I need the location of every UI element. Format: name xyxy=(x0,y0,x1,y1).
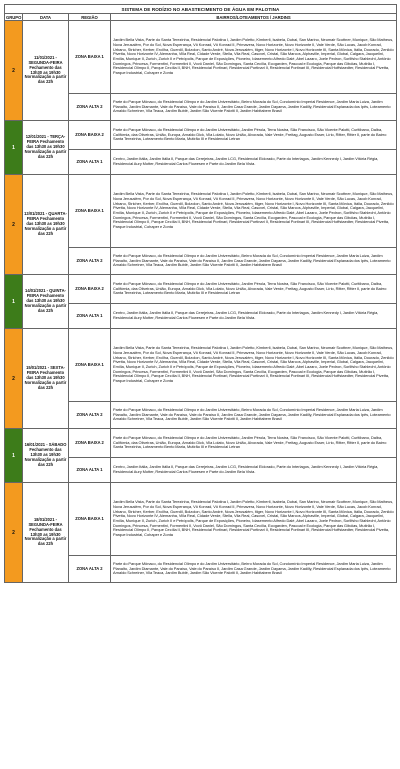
region-cell: ZONA ALTA 1 xyxy=(69,304,111,329)
schedule-table xyxy=(4,4,397,583)
date-cell: 14/01/2021 - QUINTA-FEIRA Fechamento das 13h30 as 19h30 Normalização a partir das 22h xyxy=(23,275,69,329)
header-date: DATA xyxy=(23,14,69,21)
schedule-body xyxy=(5,21,397,583)
group-cell: 1 xyxy=(5,275,23,329)
group-cell: 2 xyxy=(5,483,23,583)
region-cell: ZONA BAIXA 1 xyxy=(69,175,111,248)
neighborhoods-cell: Parte do Parque Mônaco, do Residencial Olimpo e do Jardim Universitário, Jardim Pérola, Terra Nostra, São Francisco, São Vicente Palotti, Curitibano, Dalba, Califórnia, das Oliveiras, União, Europa, Arnaldo Dick, Vila Lolato, Novo União, Alvorada, Vale Verde, Freitag, Augusto Esser, Lírio, Ritter, Ritter II, parte do Bairro Santa Terezinha, Loteamento Bento Maria, Mutirão III e Residencial Letran xyxy=(111,429,397,458)
neighborhoods-cell: Jardim Bella Vista, Parte do Santa Terezinha, Residencial Palotina I, Jardim Poletto, Kimberli, Isabela, Dubai, San Marino, Neumair Scottner, Munique, São Matheus, Nova Jerusalém, Por do Sol, Nova Esperança, Vô Konrad, Vô Konrad II, Primavera, Novo Horizonte, Novo Horizonte II, Vale Verde, São Lucas, Jacob Konrad, Urbano, Stricher, Kerber, Ercilha, Guerdil, Bolzolon, Santo André, Nova Jerusalém, Itiger, Novo Horizonte I, Novo Horizonte III, Santa Mônica, Itália, Dourado, Zenildo Pivetta, Novo Horizonte IV, Alemanha, Villa Real, Cidade Verde, Stella, Vila Real, Cascvel, Cristal, São Marcos, Alphaville, Imperial, Global, Calgara, Jacquelini, Emília, Munique II, Zurich, Zurich II e Petrópolis, Parque de Exposições, Pioneiro, Idasemento Alfredo Dalé, Abel Lazaro, Joele Pedron, Sorllfsho Stahlecht, Antônio Domingos, Princesa, Formentini, Formentini II, Vovô Daniel, São Domingos, Santa Cecília, Ecogarden, Pascoal e Ecologia, Parque das Gibóias, Mutirão I, Residencial Olimpo II, Parque Cecília II, BNH, Residencial Portinari, Residencial Portinari II, Residencial Portinari III, Residencial Hoffstaedter, Residencial Pivetta, Parque Industrial, Cohaper e Zonta xyxy=(111,175,397,248)
date-cell: 15/01/2021 - SEXTA-FEIRA Fechamento das 13h30 as 19h30 Normalização a partir das 22h xyxy=(23,329,69,429)
region-cell: ZONA BAIXA 2 xyxy=(69,275,111,304)
neighborhoods-cell: Parte do Parque Mônaco, do Residencial Olimpo e do Jardim Universitário, Beirro Morada do Sol, Condomínio Imperial Residence, Jardim Maria Luiza, Jardim Planalto, Jardim Diamante, Vale do Paraíso, Vale do Paraíso II, Jardim Casa Grande, Jardim Dayama, Jardim Kadilly, Residencial Esplanada dos Ipês, Loteamento Arnaldo Schreiner, Vila Teaca, Jardim Bublé, Jardim São Vicente Palotti II, Jardim Habitabem Brasil xyxy=(111,402,397,429)
neighborhoods-cell: Centro, Jardim Itália, Jardim Itália II, Parque das Cerejeiras, Jardim LCG, Residencial Eldorado, Parte do Interlagos, Jardim Kennedy I, Jardim Vitória Régia, Residencial Aury Motter, Residencial Carlos Flowesen e Parte do Jardim Bela Vista. xyxy=(111,458,397,483)
table-row xyxy=(5,21,397,94)
group-cell: 2 xyxy=(5,175,23,275)
region-cell: ZONA BAIXA 1 xyxy=(69,483,111,556)
neighborhoods-cell: Jardim Bella Vista, Parte do Santa Terezinha, Residencial Palotina I, Jardim Poletto, Kimberli, Isabela, Dubai, San Marino, Neumair Scottner, Munique, São Matheus, Nova Jerusalém, Por do Sol, Nova Esperança, Vô Konrad, Vô Konrad II, Primavera, Novo Horizonte, Novo Horizonte II, Vale Verde, São Lucas, Jacob Konrad, Urbano, Stricher, Kerber, Ercilha, Guerdil, Bolzolon, Santo André, Nova Jerusalém, Itiger, Novo Horizonte I, Novo Horizonte III, Santa Mônica, Itália, Dourado, Zenildo Pivetta, Novo Horizonte IV, Alemanha, Villa Real, Cidade Verde, Stella, Vila Real, Cascvel, Cristal, São Marcos, Alphaville, Imperial, Global, Calgara, Jacquelini, Emília, Munique II, Zurich, Zurich II e Petrópolis, Parque de Exposições, Pioneiro, Idasemento Alfredo Dalé, Abel Lazaro, Joele Pedron, Sorllfsho Stahlecht, Antônio Domingos, Princesa, Formentini, Formentini II, Vovô Daniel, São Domingos, Santa Cecília, Ecogarden, Pascoal e Ecologia, Parque das Gibóias, Mutirão I, Residencial Olimpo II, Parque Cecília II, BNH, Residencial Portinari, Residencial Portinari II, Residencial Portinari III, Residencial Hoffstaedter, Residencial Pivetta, Parque Industrial, Cohaper e Zonta xyxy=(111,483,397,556)
table-row xyxy=(5,329,397,402)
document-title: SISTEMA DE RODÍZIO NO ABASTECIMENTO DE ÁGUA EM PALOTINA xyxy=(5,5,397,14)
region-cell: ZONA ALTA 1 xyxy=(69,150,111,175)
region-cell: ZONA ALTA 1 xyxy=(69,458,111,483)
neighborhoods-cell: Jardim Bella Vista, Parte do Santa Terezinha, Residencial Palotina I, Jardim Poletto, Kimberli, Isabela, Dubai, San Marino, Neumair Scottner, Munique, São Matheus, Nova Jerusalém, Por do Sol, Nova Esperança, Vô Konrad, Vô Konrad II, Primavera, Novo Horizonte, Novo Horizonte II, Vale Verde, São Lucas, Jacob Konrad, Urbano, Stricher, Kerber, Ercilha, Guerdil, Bolzolon, Santo André, Nova Jerusalém, Itiger, Novo Horizonte I, Novo Horizonte III, Santa Mônica, Itália, Dourado, Zenildo Pivetta, Novo Horizonte IV, Alemanha, Villa Real, Cidade Verde, Stella, Vila Real, Cascvel, Cristal, São Marcos, Alphaville, Imperial, Global, Calgara, Jacquelini, Emília, Munique II, Zurich, Zurich II e Petrópolis, Parque de Exposições, Pioneiro, Idasemento Alfredo Dalé, Abel Lazaro, Joele Pedron, Sorllfsho Stahlecht, Antônio Domingos, Princesa, Formentini, Formentini II, Vovô Daniel, São Domingos, Santa Cecília, Ecogarden, Pascoal e Ecologia, Parque das Gibóias, Mutirão I, Residencial Olimpo II, Parque Cecília II, BNH, Residencial Portinari, Residencial Portinari II, Residencial Portinari III, Residencial Hoffstaedter, Residencial Pivetta, Parque Industrial, Cohaper e Zonta xyxy=(111,21,397,94)
neighborhoods-cell: Parte do Parque Mônaco, do Residencial Olimpo e do Jardim Universitário, Jardim Pérola, Terra Nostra, São Francisco, São Vicente Palotti, Curitibano, Dalba, Califórnia, das Oliveiras, União, Europa, Arnaldo Dick, Vila Lolato, Novo União, Alvorada, Vale Verde, Freitag, Augusto Esser, Lírio, Ritter, Ritter II, parte do Bairro Santa Terezinha, Loteamento Bento Maria, Mutirão III e Residencial Letran xyxy=(111,275,397,304)
neighborhoods-cell: Parte do Parque Mônaco, do Residencial Olimpo e do Jardim Universitário, Beirro Morada do Sol, Condomínio Imperial Residence, Jardim Maria Luiza, Jardim Planalto, Jardim Diamante, Vale do Paraíso, Vale do Paraíso II, Jardim Casa Grande, Jardim Dayama, Jardim Kadilly, Residencial Esplanada dos Ipês, Loteamento Arnaldo Schreiner, Vila Teaca, Jardim Bublé, Jardim São Vicente Palotti II, Jardim Habitabem Brasil xyxy=(111,248,397,275)
neighborhoods-cell: Parte do Parque Mônaco, do Residencial Olimpo e do Jardim Universitário, Jardim Pérola, Terra Nostra, São Francisco, São Vicente Palotti, Curitibano, Dalba, Califórnia, das Oliveiras, União, Europa, Arnaldo Dick, Vila Lolato, Novo União, Alvorada, Vale Verde, Freitag, Augusto Esser, Lírio, Ritter, Ritter II, parte do Bairro Santa Terezinha, Loteamento Bento Maria, Mutirão III e Residencial Letran xyxy=(111,121,397,150)
group-cell: 1 xyxy=(5,121,23,175)
date-cell: 11/01/2021 - SEGUNDA-FEIRA Fechamento das 13h30 as 19h30 Normalização a partir das 22h xyxy=(23,21,69,121)
table-row xyxy=(5,275,397,304)
region-cell: ZONA BAIXA 2 xyxy=(69,121,111,150)
neighborhoods-cell: Jardim Bella Vista, Parte do Santa Terezinha, Residencial Palotina I, Jardim Poletto, Kimberli, Isabela, Dubai, San Marino, Neumair Scottner, Munique, São Matheus, Nova Jerusalém, Por do Sol, Nova Esperança, Vô Konrad, Vô Konrad II, Primavera, Novo Horizonte, Novo Horizonte II, Vale Verde, São Lucas, Jacob Konrad, Urbano, Stricher, Kerber, Ercilha, Guerdil, Bolzolon, Santo André, Nova Jerusalém, Itiger, Novo Horizonte I, Novo Horizonte III, Santa Mônica, Itália, Dourado, Zenildo Pivetta, Novo Horizonte IV, Alemanha, Villa Real, Cidade Verde, Stella, Vila Real, Cascvel, Cristal, São Marcos, Alphaville, Imperial, Global, Calgara, Jacquelini, Emília, Munique II, Zurich, Zurich II e Petrópolis, Parque de Exposições, Pioneiro, Idasemento Alfredo Dalé, Abel Lazaro, Joele Pedron, Sorllfsho Stahlecht, Antônio Domingos, Princesa, Formentini, Formentini II, Vovô Daniel, São Domingos, Santa Cecília, Ecogarden, Pascoal e Ecologia, Parque das Gibóias, Mutirão I, Residencial Olimpo II, Parque Cecília II, BNH, Residencial Portinari, Residencial Portinari II, Residencial Portinari III, Residencial Hoffstaedter, Residencial Pivetta, Parque Industrial, Cohaper e Zonta xyxy=(111,329,397,402)
neighborhoods-cell: Centro, Jardim Itália, Jardim Itália II, Parque das Cerejeiras, Jardim LCG, Residencial Eldorado, Parte do Interlagos, Jardim Kennedy I, Jardim Vitória Régia, Residencial Aury Motter, Residencial Carlos Flowesen e Parte do Jardim Bela Vista. xyxy=(111,304,397,329)
header-neighborhoods: BAIRROS/LOTEAMENTOS / JARDINS xyxy=(111,14,397,21)
date-cell: 18/01/2021 - SEGUNDA-FEIRA Fechamento das 13h30 as 19h30 Normalização a partir das 22h xyxy=(23,483,69,583)
group-cell: 1 xyxy=(5,429,23,483)
region-cell: ZONA BAIXA 2 xyxy=(69,429,111,458)
neighborhoods-cell: Centro, Jardim Itália, Jardim Itália II, Parque das Cerejeiras, Jardim LCG, Residencial Eldorado, Parte do Interlagos, Jardim Kennedy I, Jardim Vitória Régia, Residencial Aury Motter, Residencial Carlos Flowesen e Parte do Jardim Bela Vista. xyxy=(111,150,397,175)
group-cell: 2 xyxy=(5,329,23,429)
date-cell: 13/01/2021 - QUARTA-FEIRA Fechamento das 13h30 as 19h30 Normalização a partir das 22h xyxy=(23,175,69,275)
neighborhoods-cell: Parte do Parque Mônaco, do Residencial Olimpo e do Jardim Universitário, Beirro Morada do Sol, Condomínio Imperial Residence, Jardim Maria Luiza, Jardim Planalto, Jardim Diamante, Vale do Paraíso, Vale do Paraíso II, Jardim Casa Grande, Jardim Dayama, Jardim Kadilly, Residencial Esplanada dos Ipês, Loteamento Arnaldo Schreiner, Vila Teaca, Jardim Bublé, Jardim São Vicente Palotti II, Jardim Habitabem Brasil xyxy=(111,556,397,583)
region-cell: ZONA ALTA 2 xyxy=(69,94,111,121)
table-row xyxy=(5,429,397,458)
table-row xyxy=(5,483,397,556)
header-group: GRUPO xyxy=(6,14,22,20)
date-cell: 12/01/2021 - TERÇA-FEIRA Fechamento das 13h30 as 19h30 Normalização a partir das 22h xyxy=(23,121,69,175)
date-cell: 16/01/2021 - SÁBADO Fechamento das 13h30 as 19h30 Normalização a partir das 22h xyxy=(23,429,69,483)
region-cell: ZONA ALTA 2 xyxy=(69,248,111,275)
schedule-sheet xyxy=(4,4,396,583)
table-row xyxy=(5,121,397,150)
region-cell: ZONA ALTA 2 xyxy=(69,402,111,429)
group-cell: 2 xyxy=(5,21,23,121)
header-region: REGIÃO xyxy=(69,14,111,21)
neighborhoods-cell: Parte do Parque Mônaco, do Residencial Olimpo e do Jardim Universitário, Beirro Morada do Sol, Condomínio Imperial Residence, Jardim Maria Luiza, Jardim Planalto, Jardim Diamante, Vale do Paraíso, Vale do Paraíso II, Jardim Casa Grande, Jardim Dayama, Jardim Kadilly, Residencial Esplanada dos Ipês, Loteamento Arnaldo Schreiner, Vila Teaca, Jardim Bublé, Jardim São Vicente Palotti II, Jardim Habitabem Brasil xyxy=(111,94,397,121)
region-cell: ZONA BAIXA 1 xyxy=(69,329,111,402)
table-row xyxy=(5,175,397,248)
region-cell: ZONA BAIXA 1 xyxy=(69,21,111,94)
region-cell: ZONA ALTA 2 xyxy=(69,556,111,583)
